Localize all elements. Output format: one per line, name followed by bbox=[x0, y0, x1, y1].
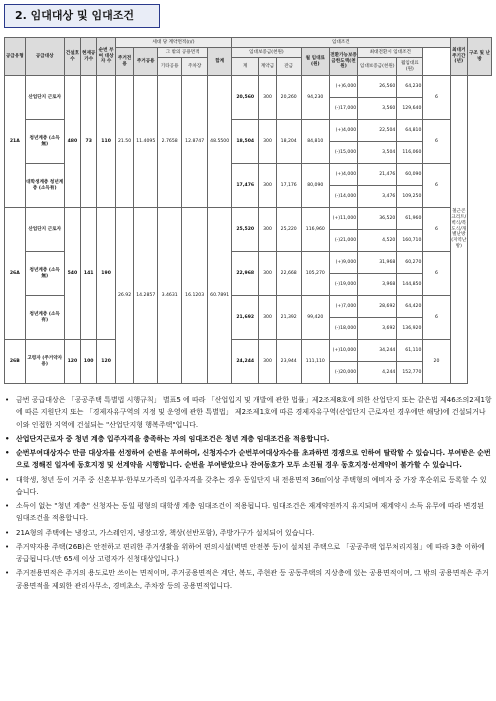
cell-contract-deposit: 300 bbox=[259, 252, 276, 296]
cell-conversion-limit: (-)20,000 bbox=[329, 362, 357, 384]
header-balance: 잔금 bbox=[276, 58, 301, 76]
cell-conv-rent: 64,420 bbox=[397, 296, 423, 318]
header-structure: 구조 및 난방 bbox=[467, 38, 491, 76]
table-row bbox=[5, 340, 492, 362]
cell-conv-deposit: 21,476 bbox=[358, 164, 397, 186]
cell-structure: 철근콘크리트/벽식/복도식/개별난방(지역난방) bbox=[450, 76, 467, 384]
cell-deposit-total: 21,692 bbox=[232, 296, 259, 340]
cell-supply-type: 26B bbox=[5, 340, 26, 384]
header-common: 주거공용 bbox=[134, 48, 158, 76]
cell-target: 청년계층 (소득 無) bbox=[25, 252, 64, 296]
header-current-units: 현재공가수 bbox=[81, 38, 97, 76]
cell-parking: 12.8747 bbox=[182, 76, 208, 208]
cell-target: 산업단지 근로자 bbox=[25, 208, 64, 252]
cell-units: 120 bbox=[64, 340, 80, 384]
note-item bbox=[4, 447, 492, 472]
cell-units: 540 bbox=[64, 208, 80, 340]
header-total: 합계 bbox=[208, 48, 232, 76]
cell-monthly-rent: 94,230 bbox=[301, 76, 329, 120]
cell-conv-deposit: 3,968 bbox=[358, 274, 397, 296]
header-other-common-group: 그 밖의 공용면적 bbox=[158, 48, 208, 58]
cell-balance: 20,260 bbox=[276, 76, 301, 120]
header-deposit-total: 계 bbox=[232, 58, 259, 76]
cell-monthly-rent: 111,110 bbox=[301, 340, 329, 384]
cell-conversion-limit: (+)11,000 bbox=[329, 208, 357, 230]
cell-contract-deposit: 300 bbox=[259, 208, 276, 252]
cell-deposit-total: 25,520 bbox=[232, 208, 259, 252]
cell-conv-deposit: 22,504 bbox=[358, 120, 397, 142]
note-text: 주거전용면적은 주거의 용도로만 쓰이는 면적이며, 주거공용면적은 계단, 복도, 주현관 등 공동주택의 지상층에 있는 공용면적이며, 그 밖의 공용면적은 주거공용면적을 제외한 관리사무소, 경비초소, 주차장 등의 공용면적입니다. bbox=[16, 569, 489, 590]
cell-balance: 22,668 bbox=[276, 252, 301, 296]
note-item bbox=[4, 433, 492, 445]
table-row bbox=[5, 208, 492, 230]
cell-monthly-rent: 105,270 bbox=[301, 252, 329, 296]
header-max-period: 최대거주기간(년) bbox=[450, 38, 467, 76]
cell-target: 산업단지 근로자 bbox=[25, 76, 64, 120]
cell-total: 48.5500 bbox=[208, 76, 232, 208]
cell-conv-rent: 64,230 bbox=[397, 76, 423, 98]
cell-deposit-total: 22,968 bbox=[232, 252, 259, 296]
bullet-icon: • bbox=[5, 569, 10, 578]
cell-max-period: 6 bbox=[423, 164, 450, 208]
cell-balance: 25,220 bbox=[276, 208, 301, 252]
cell-conversion-limit: (-)19,000 bbox=[329, 274, 357, 296]
cell-supply-type: 21A bbox=[5, 76, 26, 208]
bullet-icon: • bbox=[5, 434, 10, 443]
cell-other-common: 2.7658 bbox=[158, 76, 182, 208]
cell-conversion-limit: (-)15,000 bbox=[329, 142, 357, 164]
cell-conv-deposit: 26,560 bbox=[358, 76, 397, 98]
header-other-common: 기타공용 bbox=[158, 58, 182, 76]
cell-conv-rent: 61,960 bbox=[397, 208, 423, 230]
cell-exclusive: 26.92 bbox=[115, 208, 133, 384]
note-item bbox=[4, 394, 492, 431]
header-exclusive: 주거전용 bbox=[115, 48, 133, 76]
bullet-icon: • bbox=[5, 542, 10, 551]
cell-balance: 17,176 bbox=[276, 164, 301, 208]
header-conv-rent: 월임대료(원) bbox=[397, 58, 423, 76]
cell-conversion-limit: (+)4,000 bbox=[329, 120, 357, 142]
cell-monthly-rent: 116,960 bbox=[301, 208, 329, 252]
cell-conversion-limit: (+)7,000 bbox=[329, 296, 357, 318]
cell-max-period: 6 bbox=[423, 120, 450, 164]
note-text: 소득이 없는 "청년 계층" 신청자는 동일 평형의 대학생 계층 임대조건이 적용됩니다. 임대조건은 재계약전까지 유지되며 재계약시 소득 유무에 따라 변경된 임대조건을 적용합니다. bbox=[16, 502, 484, 523]
cell-conv-deposit: 3,560 bbox=[358, 98, 397, 120]
cell-conv-deposit: 34,244 bbox=[358, 340, 397, 362]
cell-contract-deposit: 300 bbox=[259, 340, 276, 384]
cell-deposit-total: 20,560 bbox=[232, 76, 259, 120]
note-text: 21A형의 주택에는 냉장고, 가스레인지, 냉장고장, 책상(선반포함), 주방가구가 설치되어 있습니다. bbox=[16, 528, 315, 537]
cell-deposit-total: 18,504 bbox=[232, 120, 259, 164]
cell-deposit-total: 17,476 bbox=[232, 164, 259, 208]
cell-monthly-rent: 99,420 bbox=[301, 296, 329, 340]
cell-conversion-limit: (-)18,000 bbox=[329, 318, 357, 340]
header-deposit-group: 임대보증금(천원) bbox=[232, 48, 302, 58]
cell-conversion-limit: (-)21,000 bbox=[329, 230, 357, 252]
cell-conv-rent: 64,810 bbox=[397, 120, 423, 142]
header-target: 공급대상 bbox=[25, 38, 64, 76]
note-item bbox=[4, 567, 492, 592]
note-text: 주거약자용 주택(26B)은 안전하고 편리한 주거생활을 위하여 편의시설(벽면 안전봉 등)이 설치된 주택으로 「공공주택 업무처리지침」에 따라 3층 이하에 공급됩니다.(만 65세 이상 고령자가 신청대상입니다.) bbox=[16, 542, 485, 563]
note-text: 산업단지근로자 중 청년 계층 입주자격을 충족하는 자의 임대조건은 청년 계층 임대조건을 적용합니다. bbox=[16, 434, 330, 443]
header-priority: 순번 부여 대상자 수 bbox=[97, 38, 115, 76]
cell-conv-rent: 136,920 bbox=[397, 318, 423, 340]
cell-conv-rent: 60,270 bbox=[397, 252, 423, 274]
cell-conv-deposit: 3,692 bbox=[358, 318, 397, 340]
cell-target: 대학생계층 청년계층 (소득有) bbox=[25, 164, 64, 208]
cell-contract-deposit: 300 bbox=[259, 76, 276, 120]
cell-common: 14.2857 bbox=[134, 208, 158, 384]
cell-conversion-limit: (+)9,000 bbox=[329, 252, 357, 274]
cell-priority: 110 bbox=[97, 76, 115, 208]
cell-vacant: 73 bbox=[81, 76, 97, 208]
cell-other-common: 3.4631 bbox=[158, 208, 182, 384]
cell-conversion-limit: (+)10,000 bbox=[329, 340, 357, 362]
note-text: 금번 공급대상은 「공공주택 특별법 시행규칙」 별표5 에 따라 「산업입지 및 개발에 관한 법률」제2조제8호에 의한 산업단지 또는 같은법 제46조의2제1항에 따른 지원단지 또는 「경제자유구역의 지정 및 운영에 관한 특별법」 제2조제1호에 따른 경제자유구역(산업단지 근로자인 경우에만 해당)에 건설되거나 이와 인접한 지역에 건설되는 "산업단지형 행복주택"입니다. bbox=[16, 396, 492, 429]
cell-vacant: 100 bbox=[81, 340, 97, 384]
header-units: 건설호수 bbox=[64, 38, 80, 76]
cell-priority: 120 bbox=[97, 340, 115, 384]
header-parking: 주차장 bbox=[182, 58, 208, 76]
cell-target: 고령자 (주거약자용) bbox=[25, 340, 64, 384]
cell-balance: 21,392 bbox=[276, 296, 301, 340]
header-supply-type: 공급유형 bbox=[5, 38, 26, 76]
cell-conv-deposit: 3,476 bbox=[358, 186, 397, 208]
cell-conversion-limit: (-)14,000 bbox=[329, 186, 357, 208]
cell-monthly-rent: 80,090 bbox=[301, 164, 329, 208]
cell-priority: 190 bbox=[97, 208, 115, 340]
note-item bbox=[4, 500, 492, 525]
cell-contract-deposit: 300 bbox=[259, 296, 276, 340]
cell-conversion-limit: (-)17,000 bbox=[329, 98, 357, 120]
cell-conv-rent: 60,090 bbox=[397, 164, 423, 186]
cell-supply-type: 26A bbox=[5, 208, 26, 340]
note-item bbox=[4, 541, 492, 566]
cell-max-period: 6 bbox=[423, 252, 450, 296]
cell-max-period: 20 bbox=[423, 340, 450, 384]
header-conv-deposit: 임대보증금(천원) bbox=[358, 58, 397, 76]
cell-conversion-limit: (+)6,000 bbox=[329, 76, 357, 98]
note-text: 대학생, 청년 등이 거주 중 신혼부부·한부모가족의 입주자격을 갖추는 경우 동일단지 내 전용면적 36㎡이상 주택형의 예비자 중 가장 후순위로 등록할 수 있습니다. bbox=[16, 475, 487, 496]
cell-exclusive: 21.50 bbox=[115, 76, 133, 208]
note-text: 순번부여대상자수 만큼 대상자를 선정하여 순번을 부여하며, 신청자수가 순번부여대상자수를 초과하면 경쟁으로 인하여 탈락할 수 있습니다. 부여받은 순번으로 정해진 일자에 동호지정 및 선계약을 시행합니다. 순번을 부여받았으나 잔여동호가 모두 소진될 경우 동호지정·선계약이 불가할 수 있습니다. bbox=[16, 449, 491, 470]
cell-conv-deposit: 31,968 bbox=[358, 252, 397, 274]
cell-contract-deposit: 300 bbox=[259, 164, 276, 208]
header-monthly-rent: 월 임대료(원) bbox=[301, 48, 329, 76]
note-item bbox=[4, 527, 492, 539]
header-rent-group: 임대조건 bbox=[232, 38, 450, 48]
cell-conv-rent: 61,110 bbox=[397, 340, 423, 362]
header-conversion: 전환가능보증금한도액(천원) bbox=[329, 48, 357, 76]
cell-conv-rent: 129,640 bbox=[397, 98, 423, 120]
rental-conditions-table bbox=[4, 37, 492, 384]
cell-conv-rent: 160,710 bbox=[397, 230, 423, 252]
note-item bbox=[4, 474, 492, 499]
cell-conv-deposit: 4,244 bbox=[358, 362, 397, 384]
cell-conv-rent: 109,250 bbox=[397, 186, 423, 208]
cell-max-period: 6 bbox=[423, 76, 450, 120]
bullet-icon: • bbox=[5, 475, 10, 484]
cell-conversion-limit: (+)4,000 bbox=[329, 164, 357, 186]
cell-conv-deposit: 4,520 bbox=[358, 230, 397, 252]
cell-max-period: 6 bbox=[423, 296, 450, 340]
cell-target: 청년계층 (소득 無) bbox=[25, 120, 64, 164]
cell-target: 청년계층 (소득 有) bbox=[25, 296, 64, 340]
cell-conv-deposit: 28,692 bbox=[358, 296, 397, 318]
cell-conv-deposit: 36,520 bbox=[358, 208, 397, 230]
cell-max-period: 6 bbox=[423, 208, 450, 252]
cell-vacant: 141 bbox=[81, 208, 97, 340]
cell-conv-deposit: 3,504 bbox=[358, 142, 397, 164]
bullet-icon: • bbox=[5, 528, 10, 537]
cell-conv-rent: 144,850 bbox=[397, 274, 423, 296]
cell-monthly-rent: 84,810 bbox=[301, 120, 329, 164]
cell-contract-deposit: 300 bbox=[259, 120, 276, 164]
cell-units: 480 bbox=[64, 76, 80, 208]
bullet-icon: • bbox=[5, 396, 10, 404]
header-area-group: 세대 당 계약면적(㎡) bbox=[115, 38, 231, 48]
cell-parking: 16.1203 bbox=[182, 208, 208, 384]
cell-conv-rent: 116,060 bbox=[397, 142, 423, 164]
bullet-icon: • bbox=[5, 502, 10, 510]
cell-balance: 18,204 bbox=[276, 120, 301, 164]
cell-conv-rent: 152,770 bbox=[397, 362, 423, 384]
notes-list bbox=[4, 394, 492, 594]
header-contract-deposit: 계약금 bbox=[259, 58, 276, 76]
cell-deposit-total: 24,244 bbox=[232, 340, 259, 384]
cell-balance: 23,944 bbox=[276, 340, 301, 384]
table-row bbox=[5, 76, 492, 98]
section-title: 2. 임대대상 및 임대조건 bbox=[4, 4, 160, 28]
cell-common: 11.4095 bbox=[134, 76, 158, 208]
bullet-icon: • bbox=[5, 449, 10, 457]
cell-total: 60.7891 bbox=[208, 208, 232, 384]
header-max-conversion-group: 최대전환시 임대조건 bbox=[358, 48, 423, 58]
